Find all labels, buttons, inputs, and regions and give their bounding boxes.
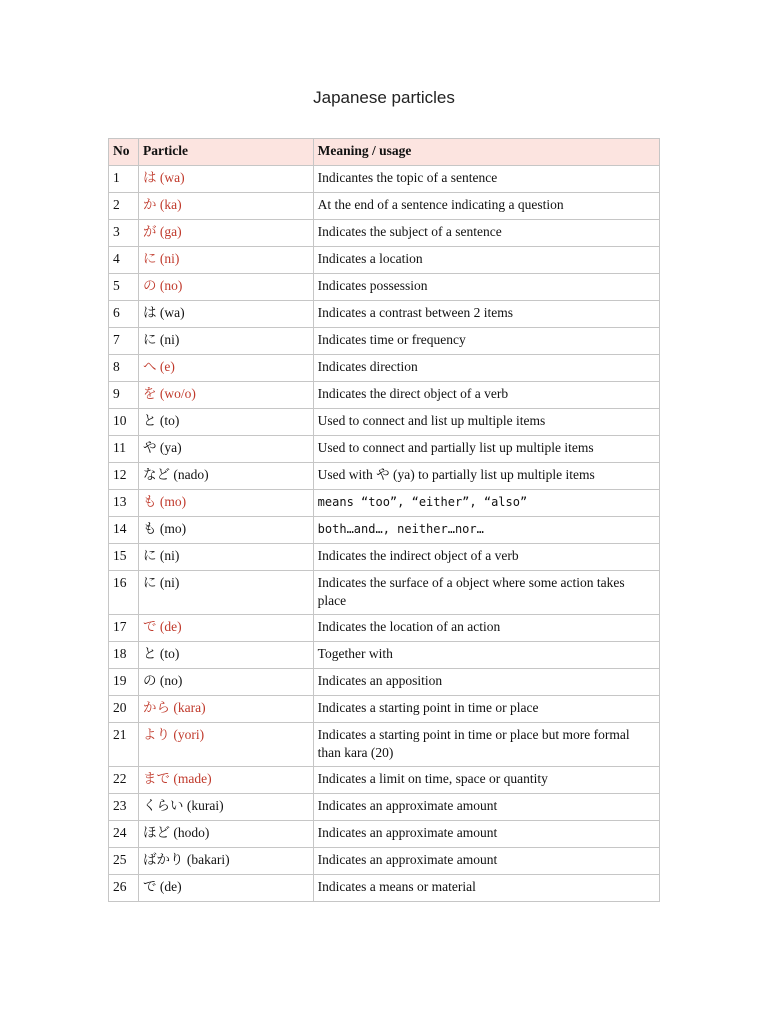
meaning-cell: Indicates an approximate amount	[313, 794, 659, 821]
table-row	[109, 821, 660, 848]
meaning-cell: Indicates the surface of a object where some action takes place	[313, 571, 659, 615]
row-number: 21	[109, 723, 139, 767]
row-number: 9	[109, 382, 139, 409]
meaning-cell: Used to connect and list up multiple items	[313, 409, 659, 436]
row-number: 13	[109, 490, 139, 517]
meaning-cell: At the end of a sentence indicating a question	[313, 193, 659, 220]
table-header-row	[109, 139, 660, 166]
meaning-cell: Indicates the location of an action	[313, 615, 659, 642]
table-row	[109, 247, 660, 274]
particle-cell: へ (e)	[138, 355, 313, 382]
header-no: No	[109, 139, 139, 166]
particle-cell: など (nado)	[138, 463, 313, 490]
particle-cell: くらい (kurai)	[138, 794, 313, 821]
page-title: Japanese particles	[313, 88, 455, 107]
row-number: 14	[109, 517, 139, 544]
meaning-cell: Used with や (ya) to partially list up multiple items	[313, 463, 659, 490]
particle-cell: に (ni)	[138, 328, 313, 355]
particle-cell: に (ni)	[138, 544, 313, 571]
table-row	[109, 517, 660, 544]
particle-cell: より (yori)	[138, 723, 313, 767]
particle-cell: で (de)	[138, 615, 313, 642]
particle-cell: が (ga)	[138, 220, 313, 247]
particles-table	[108, 138, 660, 902]
meaning-cell: Used to connect and partially list up multiple items	[313, 436, 659, 463]
table-row	[109, 382, 660, 409]
particle-cell: か (ka)	[138, 193, 313, 220]
particle-cell: や (ya)	[138, 436, 313, 463]
row-number: 16	[109, 571, 139, 615]
meaning-cell: Indicates a contrast between 2 items	[313, 301, 659, 328]
meaning-cell: Indicates an approximate amount	[313, 821, 659, 848]
row-number: 25	[109, 848, 139, 875]
particle-cell: ばかり (bakari)	[138, 848, 313, 875]
meaning-cell: Together with	[313, 642, 659, 669]
meaning-cell: Indicates possession	[313, 274, 659, 301]
header-meaning: Meaning / usage	[313, 139, 659, 166]
row-number: 1	[109, 166, 139, 193]
meaning-cell: Indicates a starting point in time or place	[313, 696, 659, 723]
row-number: 24	[109, 821, 139, 848]
particle-cell: も (mo)	[138, 490, 313, 517]
table-row	[109, 220, 660, 247]
meaning-cell: Indicates a starting point in time or place but more formal than kara (20)	[313, 723, 659, 767]
particle-cell: に (ni)	[138, 247, 313, 274]
row-number: 10	[109, 409, 139, 436]
table-row	[109, 409, 660, 436]
particle-cell: は (wa)	[138, 301, 313, 328]
table-row	[109, 767, 660, 794]
particle-cell: ほど (hodo)	[138, 821, 313, 848]
row-number: 2	[109, 193, 139, 220]
table-row	[109, 723, 660, 767]
meaning-cell: Indicates the indirect object of a verb	[313, 544, 659, 571]
row-number: 15	[109, 544, 139, 571]
meaning-cell: Indicates an approximate amount	[313, 848, 659, 875]
row-number: 7	[109, 328, 139, 355]
meaning-cell: means “too”, “either”, “also”	[313, 490, 659, 517]
row-number: 5	[109, 274, 139, 301]
row-number: 23	[109, 794, 139, 821]
table-row	[109, 193, 660, 220]
particle-cell: と (to)	[138, 409, 313, 436]
particle-cell: を (wo/o)	[138, 382, 313, 409]
meaning-cell: Indicates an apposition	[313, 669, 659, 696]
table-row	[109, 875, 660, 902]
table-row	[109, 463, 660, 490]
table-row	[109, 615, 660, 642]
meaning-cell: Indicates a limit on time, space or quantity	[313, 767, 659, 794]
row-number: 12	[109, 463, 139, 490]
row-number: 3	[109, 220, 139, 247]
row-number: 18	[109, 642, 139, 669]
table-row	[109, 571, 660, 615]
table-row	[109, 544, 660, 571]
row-number: 8	[109, 355, 139, 382]
meaning-cell: Indicates the subject of a sentence	[313, 220, 659, 247]
particle-cell: は (wa)	[138, 166, 313, 193]
particle-cell: まで (made)	[138, 767, 313, 794]
meaning-cell: Indicates direction	[313, 355, 659, 382]
meaning-cell: Indicates a location	[313, 247, 659, 274]
table-row	[109, 490, 660, 517]
row-number: 26	[109, 875, 139, 902]
row-number: 11	[109, 436, 139, 463]
table-header	[109, 139, 660, 166]
particle-cell: と (to)	[138, 642, 313, 669]
table-row	[109, 328, 660, 355]
table-row	[109, 794, 660, 821]
meaning-cell: both…and…, neither…nor…	[313, 517, 659, 544]
table-row	[109, 848, 660, 875]
table-row	[109, 274, 660, 301]
meaning-cell: Indicates time or frequency	[313, 328, 659, 355]
table-body	[109, 166, 660, 902]
row-number: 22	[109, 767, 139, 794]
table-row	[109, 642, 660, 669]
meaning-cell: Indicantes the topic of a sentence	[313, 166, 659, 193]
particle-cell: に (ni)	[138, 571, 313, 615]
row-number: 4	[109, 247, 139, 274]
table-row	[109, 301, 660, 328]
particle-cell: も (mo)	[138, 517, 313, 544]
row-number: 17	[109, 615, 139, 642]
particle-cell: から (kara)	[138, 696, 313, 723]
table-row	[109, 669, 660, 696]
header-particle: Particle	[138, 139, 313, 166]
table-row	[109, 166, 660, 193]
table-row	[109, 436, 660, 463]
row-number: 20	[109, 696, 139, 723]
particle-cell: で (de)	[138, 875, 313, 902]
particle-cell: の (no)	[138, 274, 313, 301]
meaning-cell: Indicates a means or material	[313, 875, 659, 902]
meaning-cell: Indicates the direct object of a verb	[313, 382, 659, 409]
particle-cell: の (no)	[138, 669, 313, 696]
row-number: 6	[109, 301, 139, 328]
table-row	[109, 696, 660, 723]
row-number: 19	[109, 669, 139, 696]
table-row	[109, 355, 660, 382]
